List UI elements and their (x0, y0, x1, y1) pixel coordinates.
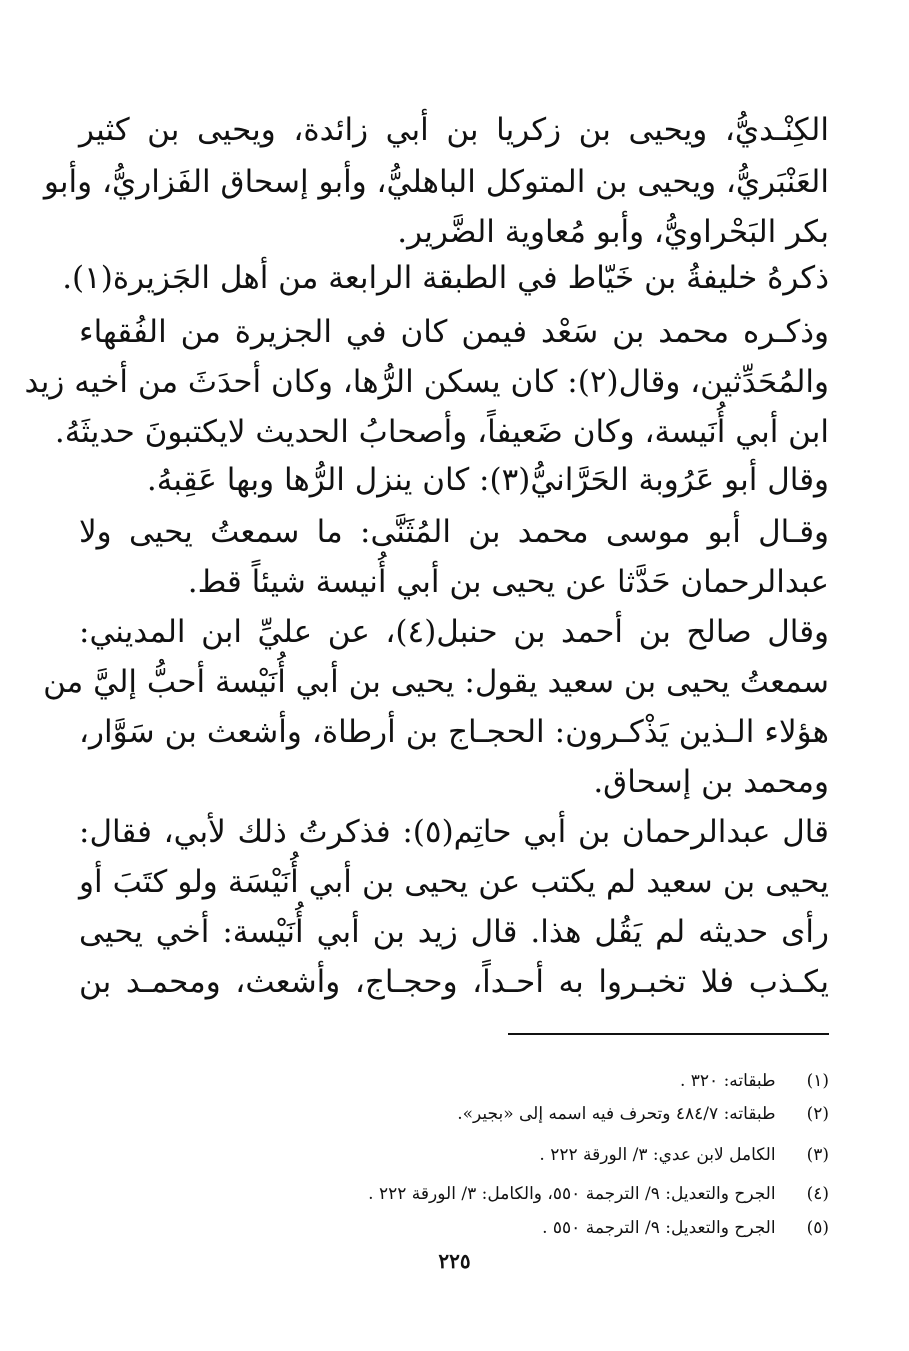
footnote (189, 1142, 829, 1170)
footnote-text: طبقاته: ٣٢٠ . (679, 1071, 776, 1091)
body-line: يكـذب فلا تخبـروا به أحـداً، وحجـاج، وأشعث، ومحمـد بن (79, 964, 829, 1000)
footnote-number: (٣) (806, 1145, 829, 1165)
footnote-number: (٤) (806, 1184, 829, 1204)
footnote-text: الجرح والتعديل: ٩/ الترجمة ٥٥٠ . (542, 1218, 776, 1238)
footnote (189, 1101, 829, 1129)
footnote (189, 1181, 829, 1209)
body-line: يحيى بن سعيد لم يكتب عن يحيى بن أبي أُنَيْسَة ولو كتَبَ أو (79, 864, 829, 900)
body-line: رأى حديثه لم يَقُل هذا. قال زيد بن أبي أُنَيْسة: أخي يحيى (79, 914, 829, 950)
body-line: هؤلاء الـذين يَذْكـرون: الحجـاج بن أرطاة، وأشعث بن سَوَّار، (79, 714, 829, 750)
body-line: بكر البَحْراويُّ، وأبو مُعاوية الضَّرير. (397, 214, 829, 250)
page-number: ٢٢٥ (438, 1249, 471, 1273)
body-line: قال عبدالرحمان بن أبي حاتِم(٥): فذكرتُ ذلك لأبي، فقال: (79, 814, 829, 850)
body-line: وقال أبو عَرُوبة الحَرَّانيُّ(٣): كان ينزل الرُّها وبها عَقِبهُ. (146, 462, 829, 498)
body-line: عبدالرحمان حَدَّثا عن يحيى بن أبي أُنيسة شيئاً قط. (187, 564, 829, 600)
body-line: والمُحَدِّثين، وقال(٢): كان يسكن الرُّها، وكان أحدَثَ من أخيه زيد (24, 364, 829, 400)
body-line: وقـال أبو موسى محمد بن المُثَنَّى: ما سمعتُ يحيى ولا (79, 514, 829, 550)
footnote-separator (508, 1033, 829, 1035)
body-line: ابن أبي أُنَيسة، وكان ضَعيفاً، وأصحابُ الحديث لايكتبونَ حديثَهُ. (54, 414, 829, 450)
body-line: ذكرهُ خليفةُ بن خَيّاط في الطبقة الرابعة من أهل الجَزيرة(١). (62, 260, 829, 296)
footnote-number: (٢) (806, 1104, 829, 1124)
body-line: وقال صالح بن أحمد بن حنبل(٤)، عن عليِّ ابن المديني: (79, 614, 829, 650)
body-line: ومحمد بن إسحاق. (593, 764, 829, 800)
footnote-number: (٥) (806, 1218, 829, 1238)
footnote-number: (١) (806, 1071, 829, 1091)
footnote (189, 1068, 829, 1096)
body-line: سمعتُ يحيى بن سعيد يقول: يحيى بن أبي أُنَيْسة أحبُّ إليَّ من (43, 664, 829, 700)
footnote-text: طبقاته: ٤٨٤/٧ وتحرف فيه اسمه إلى «بجير». (457, 1104, 776, 1124)
body-line: الكِنْـديُّ، ويحيى بن زكريا بن أبي زائدة، ويحيى بن كثير (79, 112, 829, 148)
body-line: العَنْبَريُّ، ويحيى بن المتوكل الباهليُّ، وأبو إسحاق الفَزاريُّ، وأبو (43, 164, 829, 200)
footnote (189, 1215, 829, 1243)
footnote-text: الكامل لابن عدي: ٣/ الورقة ٢٢٢ . (539, 1145, 776, 1165)
body-line: وذكـره محمد بن سَعْد فيمن كان في الجزيرة من الفُقهاء (79, 314, 829, 350)
footnote-text: الجرح والتعديل: ٩/ الترجمة ٥٥٠، والكامل: ٣/ الورقة ٢٢٢ . (368, 1184, 776, 1204)
